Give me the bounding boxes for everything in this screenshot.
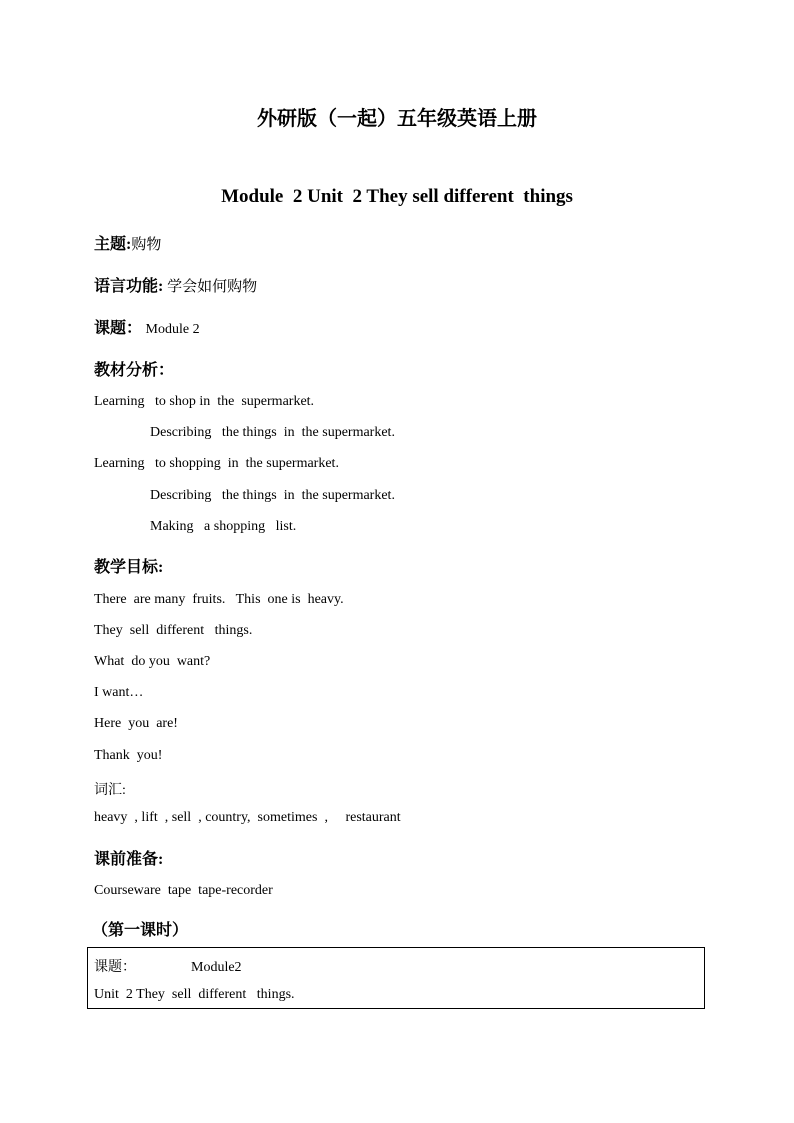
goal-line: What do you want? [94, 654, 211, 669]
goal-line: They sell different things. [94, 623, 253, 638]
lesson-title-heading [94, 315, 200, 338]
topic-heading [94, 231, 161, 254]
lesson-table [87, 947, 705, 1009]
lesson-table-value: Module2 [191, 960, 242, 975]
lesson-title-value: Module 2 [142, 322, 200, 337]
language-function-heading [94, 273, 257, 296]
lesson-table-label: 课题： [94, 960, 136, 975]
preparation-line: Courseware tape tape-recorder [94, 883, 273, 898]
topic-label: 主题: [94, 236, 132, 253]
material-line: Describing the things in the supermarket. [150, 488, 395, 503]
lesson-table-row [94, 956, 242, 976]
vocabulary-label: 词汇: [94, 783, 126, 798]
lesson-table-row: Unit 2 They sell different things. [94, 987, 295, 1002]
topic-value: 购物 [131, 237, 162, 253]
first-lesson-heading: （第一课时） [92, 922, 189, 939]
document-title-cn: 外研版（一起）五年级英语上册 [257, 108, 537, 130]
vocabulary-line: heavy , lift , sell , country, sometimes , restaurant [94, 810, 401, 825]
goal-line: Thank you! [94, 748, 163, 763]
material-line: Learning to shopping in the supermarket. [94, 456, 339, 471]
lesson-title-label: 课题： [94, 320, 143, 337]
language-function-label: 语言功能: [94, 278, 164, 295]
preparation-heading: 课前准备: [94, 851, 164, 868]
teaching-goals-heading: 教学目标: [94, 559, 164, 576]
goal-line: There are many fruits. This one is heavy. [94, 592, 344, 607]
goal-line: I want… [94, 685, 144, 700]
material-line: Making a shopping list. [150, 519, 297, 534]
material-line: Learning to shop in the supermarket. [94, 394, 315, 409]
document-title-en: Module 2 Unit 2 They sell different things [221, 186, 573, 207]
language-function-value: 学会如何购物 [163, 279, 258, 295]
material-line: Describing the things in the supermarket. [150, 425, 395, 440]
goal-line: Here you are! [94, 716, 178, 731]
material-analysis-heading: 教材分析： [94, 362, 175, 379]
